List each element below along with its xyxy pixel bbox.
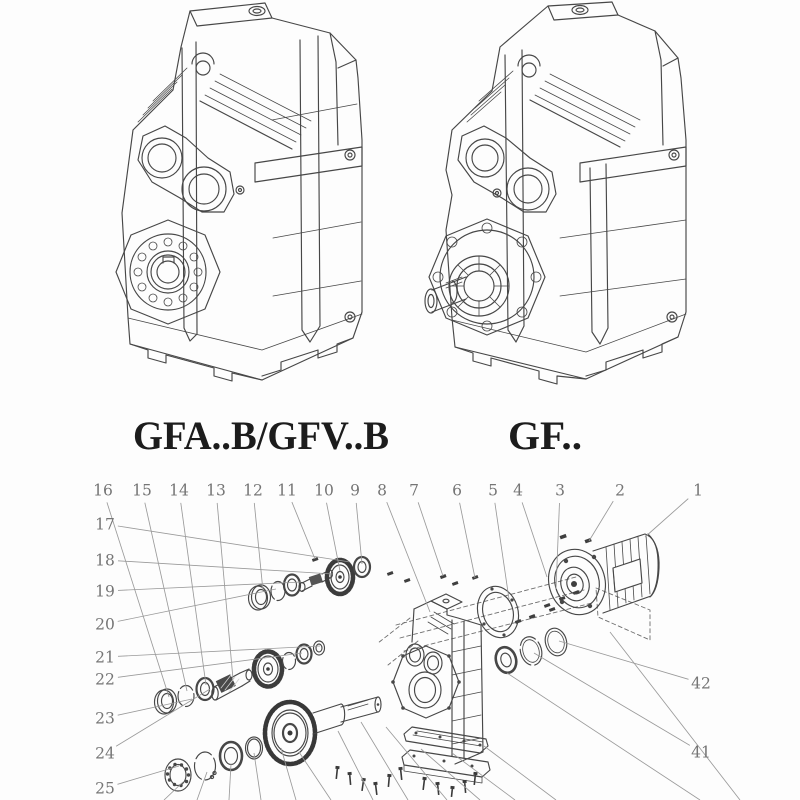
callout-number: 41 xyxy=(691,743,711,762)
callout-number: 18 xyxy=(95,551,115,570)
callout-number: 20 xyxy=(95,615,115,634)
callout-number: 13 xyxy=(206,481,226,500)
model-caption-left: GFA..B/GFV..B xyxy=(133,413,389,458)
callout-number: 8 xyxy=(377,481,387,500)
callout-number: 9 xyxy=(350,481,360,500)
callout-number: 1 xyxy=(693,481,703,500)
callout-number: 17 xyxy=(95,515,115,534)
callout-number: 10 xyxy=(314,481,334,500)
callout-number: 12 xyxy=(243,481,263,500)
callout-number: 14 xyxy=(169,481,189,500)
callout-number: 5 xyxy=(488,481,498,500)
callout-number: 22 xyxy=(95,670,115,689)
callout-number: 42 xyxy=(691,674,711,693)
callout-number: 2 xyxy=(615,481,625,500)
model-caption-right: GF.. xyxy=(508,413,582,458)
callout-number: 11 xyxy=(277,481,297,500)
callout-number: 4 xyxy=(513,481,523,500)
callout-number: 3 xyxy=(555,481,565,500)
callout-number: 21 xyxy=(95,648,115,667)
callout-number: 23 xyxy=(95,709,115,728)
callout-number: 7 xyxy=(409,481,419,500)
callout-number: 25 xyxy=(95,779,115,798)
callout-number: 19 xyxy=(95,582,115,601)
callout-number: 15 xyxy=(132,481,152,500)
callout-number: 16 xyxy=(93,481,113,500)
callout-number: 6 xyxy=(452,481,462,500)
callout-number: 24 xyxy=(95,744,115,763)
